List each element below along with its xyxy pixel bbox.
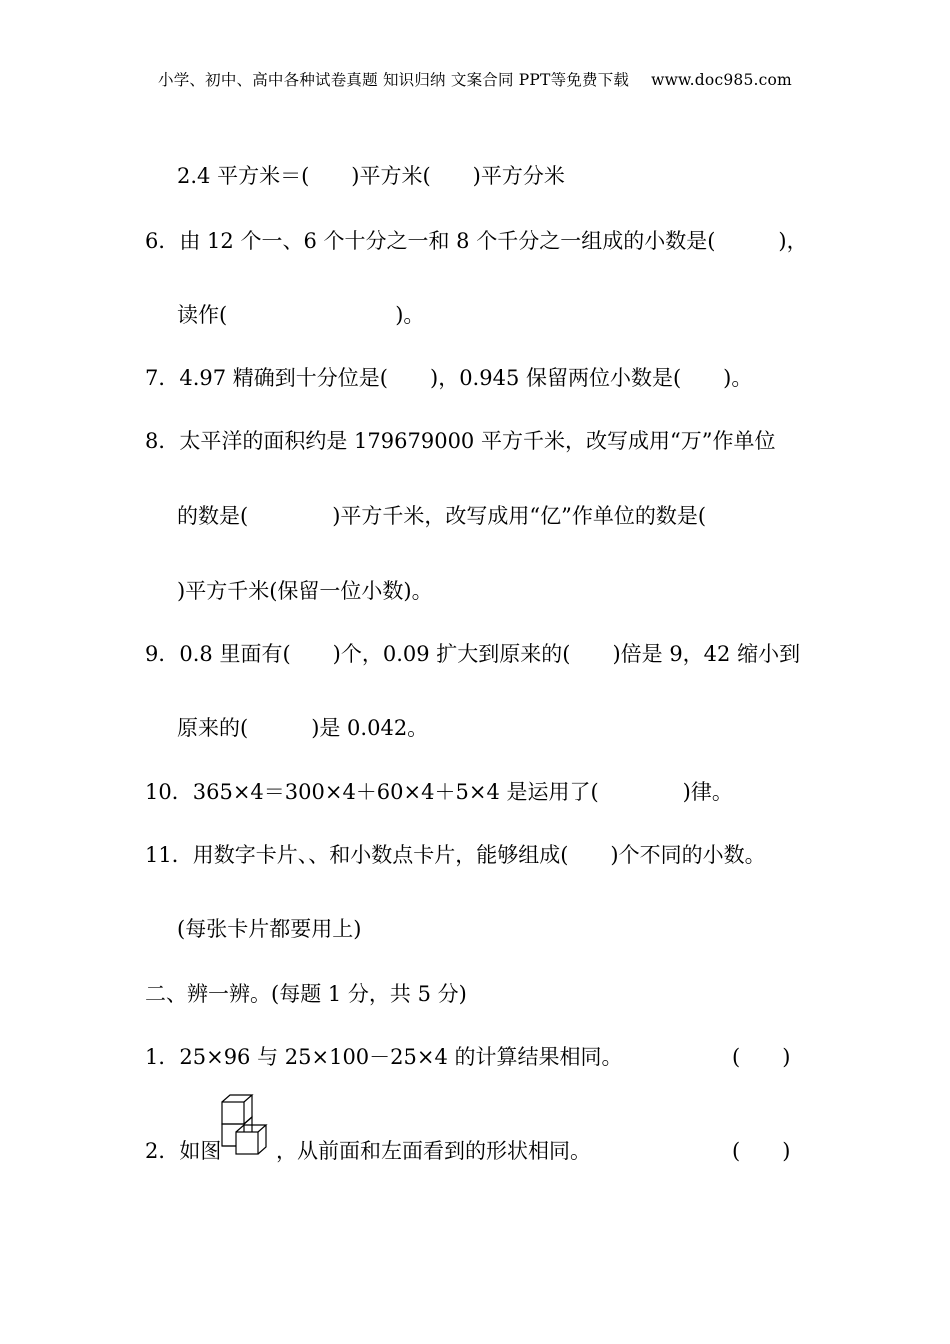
question-6	[145, 231, 808, 252]
question-text: 25×96 与 25×100－25×4 的计算结果相同。	[179, 1045, 623, 1069]
question-number: 6．	[145, 229, 180, 253]
question-text: 0.8 里面有( )个，0.09 扩大到原来的( )倍是 9，42 缩小到	[179, 642, 801, 666]
answer-paren: ( )	[732, 1139, 791, 1163]
cube-figure	[220, 1092, 280, 1162]
question-8-cont-2: )平方千米(保留一位小数)。	[177, 579, 433, 603]
question-number: 8．	[145, 429, 180, 453]
question-9	[145, 644, 800, 665]
question-8	[145, 431, 775, 452]
page-header	[0, 68, 950, 90]
section-2-heading: 二、辨一辨。(每题 1 分，共 5 分)	[145, 982, 467, 1006]
line-area-conversion: 2.4 平方米＝( )平方米( )平方分米	[177, 164, 565, 188]
question-number: 9．	[145, 642, 180, 666]
question-11	[145, 845, 766, 866]
question-number: 7．	[145, 366, 180, 390]
header-url: www.doc985.com	[651, 71, 792, 89]
header-text: 小学、初中、高中各种试卷真题 知识归纳 文案合同 PPT等免费下载	[158, 71, 630, 89]
judge-2-text: ，从前面和左面看到的形状相同。	[276, 1139, 591, 1163]
question-number: 1．	[145, 1045, 180, 1069]
question-text: 365×4＝300×4＋60×4＋5×4 是运用了( )律。	[192, 780, 733, 804]
question-text: 4.97 精确到十分位是( )，0.945 保留两位小数是( )。	[179, 366, 753, 390]
question-9-cont: 原来的( )是 0.042。	[177, 716, 429, 740]
answer-paren: ( )	[732, 1045, 791, 1069]
question-number: 2．	[145, 1139, 180, 1163]
question-text: 用数字卡片、、和小数点卡片，能够组成( )个不同的小数。	[192, 843, 766, 867]
question-text: 如图	[179, 1139, 222, 1163]
question-10	[145, 782, 733, 803]
question-11-cont: (每张卡片都要用上)	[177, 917, 362, 941]
question-7	[145, 368, 752, 389]
judge-2-prefix	[145, 1141, 221, 1162]
question-text: 太平洋的面积约是 179679000 平方千米，改写成用“万”作单位	[179, 429, 776, 453]
question-text: 由 12 个一、6 个十分之一和 8 个千分之一组成的小数是( )，	[179, 229, 808, 253]
question-8-cont-1: 的数是( )平方千米，改写成用“亿”作单位的数是(	[177, 504, 707, 528]
question-number: 10．	[145, 780, 193, 804]
question-number: 11．	[145, 843, 193, 867]
question-6-cont: 读作( )。	[177, 303, 425, 327]
judge-1	[145, 1047, 623, 1068]
